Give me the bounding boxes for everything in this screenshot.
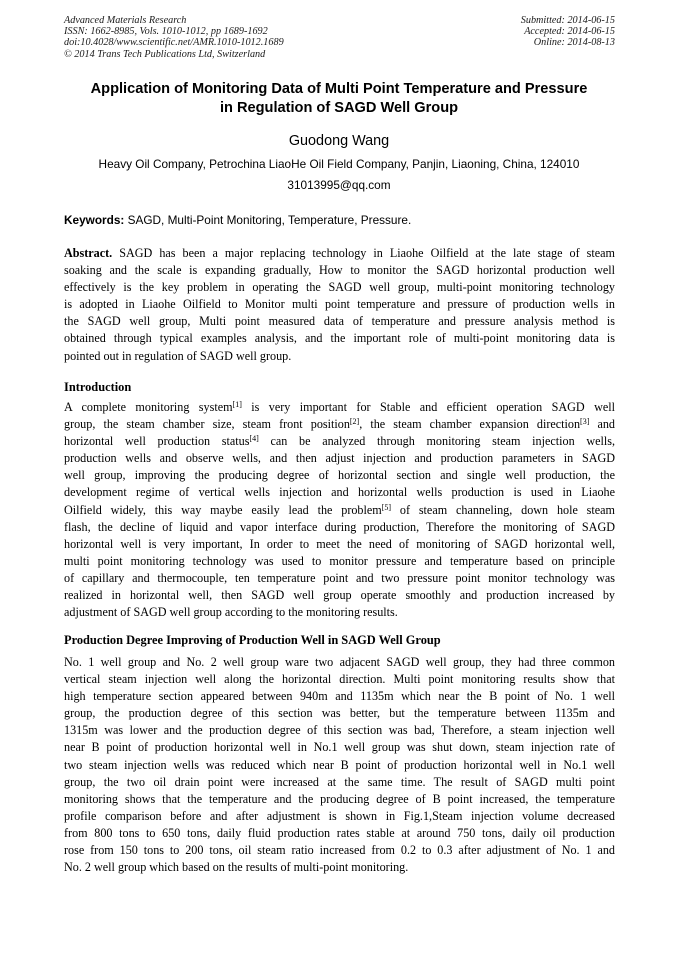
prod-line: high temperature section appeared between 940m and 1135m which near the B point of No. 1 well bbox=[64, 689, 615, 704]
prod-line: 1315m was lower and the production degree of this section was bad, Therefore, a steam injection well bbox=[64, 723, 615, 738]
title-line-2: in Regulation of SAGD Well Group bbox=[219, 99, 459, 116]
introduction-body bbox=[64, 399, 615, 621]
production-section-heading: Production Degree Improving of Production Well in SAGD Well Group bbox=[64, 633, 441, 647]
prod-line: group, the production degree of this section was better, but the temperature between 1135m and bbox=[64, 706, 615, 721]
intro-line: Oilfield widely, this way maybe easily lead the problem[5] of steam channeling, down hole steam bbox=[64, 502, 616, 517]
keywords-text: SAGD, Multi-Point Monitoring, Temperature, Pressure. bbox=[124, 213, 412, 227]
intro-line: A complete monitoring system[1] is very important for Stable and efficient operation SAGD well bbox=[64, 400, 615, 414]
prod-line: group, the two oil drain point were increased at the same time. The result of SAGD multi point bbox=[64, 774, 615, 789]
doi-line: doi:10.4028/www.scientific.net/AMR.1010-1012.1689 bbox=[64, 37, 284, 49]
abstract-line: soaking and the scale is expanding gradually, How to monitor the SAGD horizontal production well bbox=[64, 263, 615, 278]
title-line-1: Application of Monitoring Data of Multi Point Temperature and Pressure bbox=[90, 81, 588, 97]
intro-line: production wells and observe wells, and then adjust injection and production parameters in SAGD bbox=[64, 451, 615, 466]
citation-ref: [4] bbox=[249, 434, 259, 444]
prod-line: from 800 tons to 650 tons, daily fluid production rates stable at around 750 tons, daily oil production bbox=[64, 825, 615, 840]
intro-line: well group, improving the producing degree of horizontal section and single well production, the bbox=[64, 468, 615, 483]
accepted-date: Accepted: 2014-06-15 bbox=[524, 26, 615, 38]
prod-line: No. 2 well group which based on the results of multi-point monitoring. bbox=[64, 860, 409, 875]
citation-ref: [1] bbox=[232, 400, 242, 409]
intro-line: multi point monitoring technology was used to monitor pressure and temperature based on principle bbox=[64, 553, 615, 568]
keywords bbox=[64, 213, 615, 227]
submitted-date: Submitted: 2014-06-15 bbox=[520, 15, 615, 26]
journal-info bbox=[64, 15, 284, 60]
intro-line: of capillary and thermocouple, ten temperature point and two pressure point monitor technology was bbox=[64, 570, 615, 585]
publication-dates bbox=[521, 15, 615, 49]
abstract-line: Abstract. SAGD has been a major replacing technology in Liaohe Oilfield at the late stage of steam bbox=[64, 246, 615, 260]
author-affiliation: Heavy Oil Company, Petrochina LiaoHe Oil Field Company, Panjin, Liaoning, China, 124010 bbox=[98, 157, 580, 171]
prod-line: rose from 150 tons to 200 tons, oil steam ratio increased from 0.2 to 0.3 after adjustment of No. 1 and bbox=[64, 843, 615, 858]
intro-line: group, the steam chamber size, steam front position[2], the steam chamber expansion direction[3] and bbox=[64, 417, 615, 432]
abstract-label: Abstract. bbox=[64, 246, 113, 260]
abstract-line: effectively is the key problem in operating the SAGD well group, multi-point monitoring technology bbox=[64, 280, 615, 295]
abstract-line: the SAGD well group, Multi point measured data of temperature and pressure analysis method is bbox=[64, 314, 615, 329]
prod-line: profile comparison before and after adjustment is shown in Fig.1,Steam injection volume decreased bbox=[64, 808, 615, 823]
copyright-line: © 2014 Trans Tech Publications Ltd, Switzerland bbox=[64, 48, 266, 60]
prod-line: two steam injection wells was reduced which near B point of production horizontal well in No.1 well bbox=[64, 757, 615, 772]
intro-line: adjustment of SAGD well group according to the monitoring results. bbox=[64, 605, 398, 620]
prod-line: No. 1 well group and No. 2 well group ware two adjacent SAGD well group, they had three common bbox=[64, 655, 615, 669]
intro-line: flash, the decline of liquid and vapor interface during production, Therefore the monitoring of SAGD bbox=[64, 519, 615, 534]
production-section-body bbox=[64, 654, 615, 876]
abstract bbox=[64, 245, 615, 365]
paper-title bbox=[50, 80, 628, 117]
intro-line: realized in horizontal well, then SAGD well group operate smoothly and production increased by bbox=[64, 588, 615, 603]
prod-line: monitoring shows that the temperature and the producing degree of B point increased, the temperature bbox=[64, 791, 615, 806]
introduction-heading: Introduction bbox=[64, 380, 132, 394]
citation-ref: [2] bbox=[349, 417, 360, 427]
author-email: 31013995@qq.com bbox=[287, 178, 391, 192]
journal-name: Advanced Materials Research bbox=[64, 15, 187, 26]
intro-line: horizontal well production status[4] can be analyzed through monitoring steam injection wells, bbox=[64, 434, 615, 449]
author-name: Guodong Wang bbox=[288, 133, 390, 149]
prod-line: vertical steam injection well along the horizontal direction. Multi point monitoring results show that bbox=[64, 672, 615, 687]
intro-line: horizontal well is very important, In order to meet the need of monitoring of SAGD horizontal well, bbox=[64, 536, 615, 551]
keywords-label: Keywords: bbox=[64, 213, 125, 227]
citation-ref: [3] bbox=[580, 417, 590, 427]
online-date: Online: 2014-08-13 bbox=[533, 37, 615, 49]
abstract-line: obtained through typical examples analysis, and the important role of multi-point monitoring data is bbox=[64, 331, 615, 346]
abstract-line: is adopted in Liaohe Oilfield to Monitor multi point temperature and pressure of production wells in bbox=[64, 297, 615, 312]
citation-ref: [5] bbox=[381, 502, 392, 512]
issn-line: ISSN: 1662-8985, Vols. 1010-1012, pp 1689-1692 bbox=[64, 26, 268, 38]
intro-line: development regime of vertical wells injection and horizontal wells production is used in Liaohe bbox=[64, 485, 615, 500]
abstract-line: pointed out in regulation of SAGD well group. bbox=[64, 348, 292, 363]
prod-line: near B point of production horizontal well in No.1 well group was shut down, steam injection rate of bbox=[64, 740, 615, 755]
